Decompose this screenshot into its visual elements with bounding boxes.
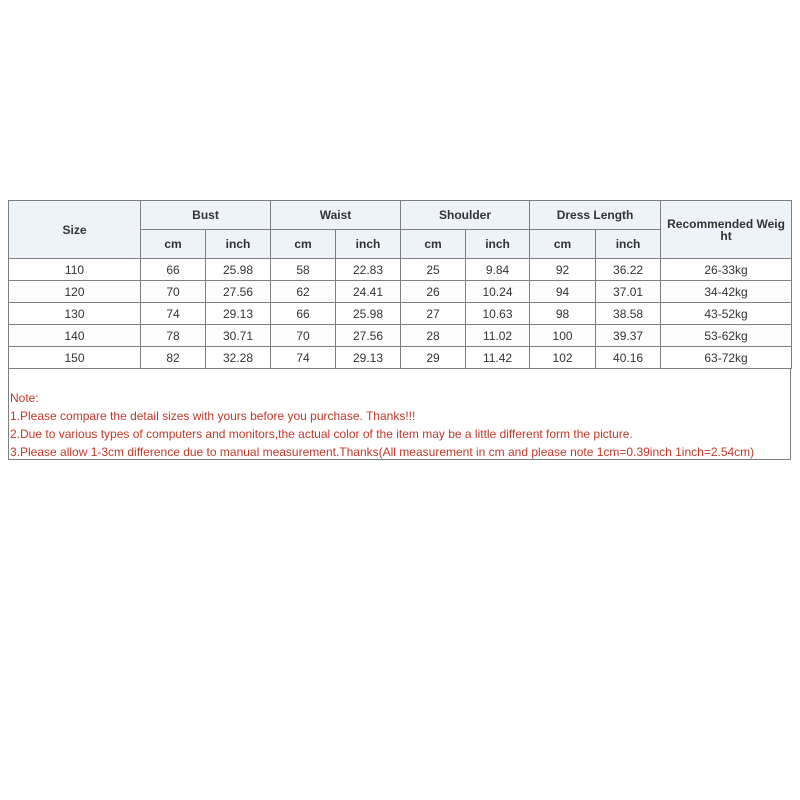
- bust-cm-cell: 78: [141, 325, 206, 347]
- note-item: 1.Please compare the detail sizes with yours before you purchase. Thanks!!!: [10, 409, 416, 423]
- bust-inch-cell: 29.13: [206, 303, 271, 325]
- recommended-weight-cell: 26-33kg: [661, 259, 792, 281]
- waist-cm-header: cm: [271, 230, 336, 259]
- bust-inch-cell: 27.56: [206, 281, 271, 303]
- table-row: [9, 325, 792, 347]
- table-row: [9, 347, 792, 369]
- dress-length-cm-cell: 92: [530, 259, 596, 281]
- shoulder-inch-cell: 11.02: [466, 325, 530, 347]
- bust-cm-cell: 74: [141, 303, 206, 325]
- note-item: 2.Due to various types of computers and monitors,the actual color of the item may be a little different form the picture.: [10, 427, 633, 441]
- bust-inch-header: inch: [206, 230, 271, 259]
- shoulder-inch-header: inch: [466, 230, 530, 259]
- dress-length-header: Dress Length: [530, 201, 661, 230]
- shoulder-inch-cell: 10.63: [466, 303, 530, 325]
- waist-inch-cell: 27.56: [336, 325, 401, 347]
- dress-length-inch-cell: 36.22: [596, 259, 661, 281]
- size-cell: 150: [9, 347, 141, 369]
- waist-cm-cell: 58: [271, 259, 336, 281]
- dress-length-cm-cell: 102: [530, 347, 596, 369]
- size-cell: 120: [9, 281, 141, 303]
- size-cell: 130: [9, 303, 141, 325]
- shoulder-cm-header: cm: [401, 230, 466, 259]
- waist-header: Waist: [271, 201, 401, 230]
- shoulder-cm-cell: 29: [401, 347, 466, 369]
- recommended-weight-cell: 43-52kg: [661, 303, 792, 325]
- recommended-weight-header: Recommended Weig ht: [661, 201, 792, 259]
- waist-cm-cell: 70: [271, 325, 336, 347]
- waist-inch-header: inch: [336, 230, 401, 259]
- bust-header: Bust: [141, 201, 271, 230]
- dress-length-inch-cell: 40.16: [596, 347, 661, 369]
- shoulder-header: Shoulder: [401, 201, 530, 230]
- dress-length-inch-cell: 37.01: [596, 281, 661, 303]
- waist-cm-cell: 74: [271, 347, 336, 369]
- dress-length-inch-cell: 39.37: [596, 325, 661, 347]
- note-item: 3.Please allow 1-3cm difference due to manual measurement.Thanks(All measurement in cm and please note 1cm=0.39inch 1inch=2.54cm): [10, 445, 755, 459]
- shoulder-cm-cell: 25: [401, 259, 466, 281]
- shoulder-inch-cell: 10.24: [466, 281, 530, 303]
- bust-cm-cell: 82: [141, 347, 206, 369]
- waist-cm-cell: 62: [271, 281, 336, 303]
- dress-length-cm-cell: 98: [530, 303, 596, 325]
- table-row: [9, 303, 792, 325]
- size-chart: [8, 200, 791, 369]
- size-table: [8, 200, 792, 369]
- dress-length-cm-cell: 100: [530, 325, 596, 347]
- size-header: Size: [9, 201, 141, 259]
- waist-inch-cell: 29.13: [336, 347, 401, 369]
- table-row: [9, 259, 792, 281]
- dress-length-inch-cell: 38.58: [596, 303, 661, 325]
- bust-cm-cell: 70: [141, 281, 206, 303]
- size-cell: 110: [9, 259, 141, 281]
- notes-box: [8, 369, 791, 460]
- dress-length-inch-header: inch: [596, 230, 661, 259]
- waist-cm-cell: 66: [271, 303, 336, 325]
- recommended-weight-cell: 63-72kg: [661, 347, 792, 369]
- shoulder-inch-cell: 11.42: [466, 347, 530, 369]
- bust-inch-cell: 30.71: [206, 325, 271, 347]
- dress-length-cm-header: cm: [530, 230, 596, 259]
- size-cell: 140: [9, 325, 141, 347]
- waist-inch-cell: 22.83: [336, 259, 401, 281]
- recommended-weight-cell: 53-62kg: [661, 325, 792, 347]
- waist-inch-cell: 24.41: [336, 281, 401, 303]
- table-row: [9, 281, 792, 303]
- shoulder-inch-cell: 9.84: [466, 259, 530, 281]
- dress-length-cm-cell: 94: [530, 281, 596, 303]
- bust-cm-cell: 66: [141, 259, 206, 281]
- bust-inch-cell: 25.98: [206, 259, 271, 281]
- shoulder-cm-cell: 26: [401, 281, 466, 303]
- waist-inch-cell: 25.98: [336, 303, 401, 325]
- shoulder-cm-cell: 28: [401, 325, 466, 347]
- bust-inch-cell: 32.28: [206, 347, 271, 369]
- recommended-weight-cell: 34-42kg: [661, 281, 792, 303]
- note-title: Note:: [10, 391, 39, 405]
- bust-cm-header: cm: [141, 230, 206, 259]
- shoulder-cm-cell: 27: [401, 303, 466, 325]
